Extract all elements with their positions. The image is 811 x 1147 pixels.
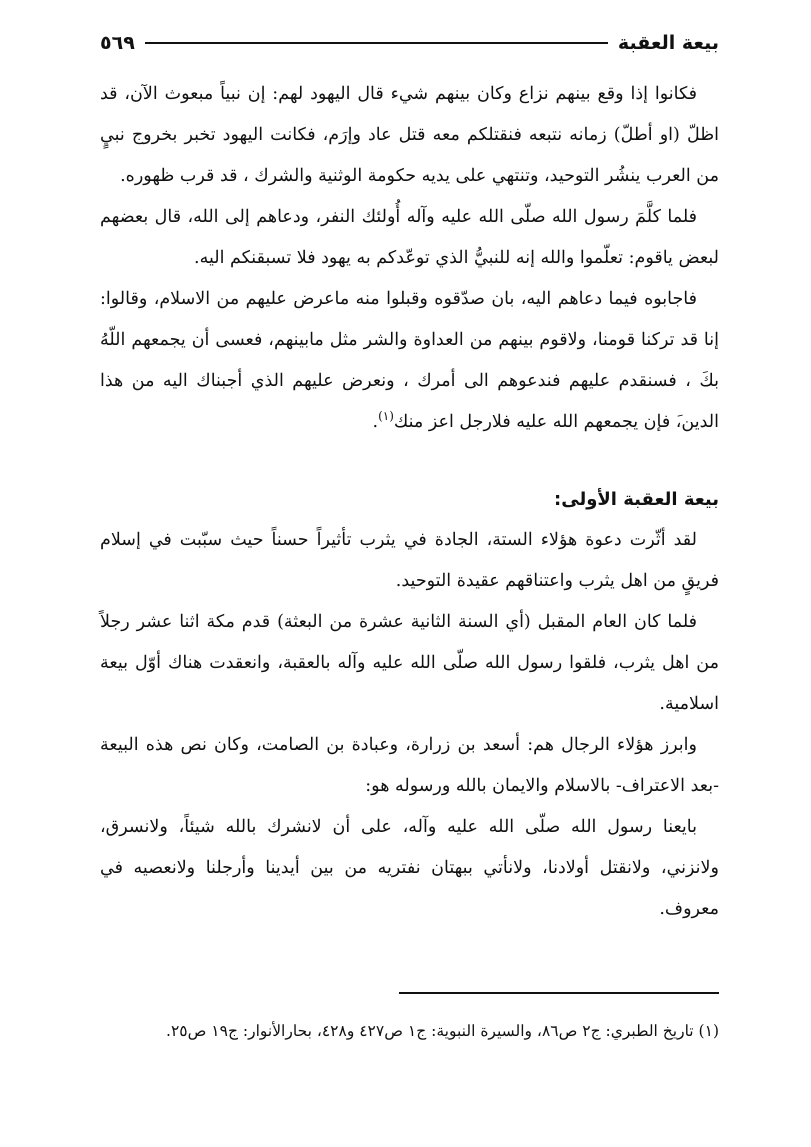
paragraph: لقد أثّرت دعوة هؤلاء الستة، الجادة في يثرب تأثيراً حسناً حيث سبّبت في إسلام فريقٍ من اهل يثرب واعتناقهم عقيدة التوحيد.: [100, 530, 719, 591]
paragraph-end-punct: .: [372, 412, 379, 432]
paragraph: فلما كان العام المقبل (أي السنة الثانية عشرة من البعثة) قدم مكة اثنا عشر رجلاً من اهل يثرب، فلقوا رسول الله صلّى الله عليه وآله بالعقبة، وانعقدت هناك أوّل بيعة اسلامية.: [100, 612, 719, 714]
page-body: [100, 74, 719, 930]
paragraph: [100, 279, 719, 443]
paragraph: وابرز هؤلاء الرجال هم: أسعد بن زرارة، وعبادة بن الصامت، وكان نص هذه البيعة -بعد الاعتراف- بالاسلام والايمان بالله ورسوله هو:: [100, 735, 719, 796]
section-gap: [100, 443, 719, 479]
section-heading: بيعة العقبة الأولى:: [554, 489, 719, 510]
paragraph: فلما كلَّمَ رسول الله صلّى الله عليه وآله أُولئك النفر، ودعاهم إلى الله، قال بعضهم لبعض ياقوم: تعلّموا والله إنه للنبيُّ الذي توعّدكم به يهود فلا تسبقنكم اليه.: [100, 207, 719, 268]
paragraph: فكانوا إذا وقع بينهم نزاع وكان بينهم شيء قال اليهود لهم: إن نبياً مبعوث الآن، قد اظلّ (او أطلّ) زمانه نتبعه فنقتلكم معه قتل عاد وإرَم، فكانت اليهود تخبر بخروج نبيٍ من العرب ينشُر التوحيد، وتنتهي على يديه حكومة الوثنية والشرك ، قد قرب ظهوره.: [100, 84, 719, 186]
page-header: [100, 28, 719, 58]
footnote: (١) تاريخ الطبري: ج٢ ص٨٦، والسيرة النبوية: ج١ ص٤٢٧ و٤٢٨، بحارالأنوار: ج١٩ ص٢٥.: [166, 1022, 719, 1040]
footnote-marker[interactable]: (١): [378, 409, 394, 424]
header-rule: [145, 42, 608, 44]
page-number: ٥٦٩: [100, 32, 135, 54]
paragraph: بايعنا رسول الله صلّى الله عليه وآله، على أن لانشرك بالله شيئاً، ولانسرق، ولانزني، ولانقتل أولادنا، ولانأتي ببهتان نفتريه من بين أيدينا وأرجلنا ولانعصيه في معروف.: [100, 817, 719, 919]
footnote-separator: [399, 992, 719, 994]
running-title: بيعة العقبة: [617, 32, 719, 54]
paragraph-text: فاجابوه فيما دعاهم اليه، بان صدّقوه وقبلوا منه ماعرض عليهم من الاسلام، وقالوا: إنا قد تركنا قومنا، ولاقوم بينهم من العداوة والشر مثل مابينهم، فعسى أن يجمعهم اللّهُ بكَ ، فسنقدم عليهم فندعوهم الى أمرك ، ونعرض عليهم الذي أجبناك اليه من هذا الدين،َ فإن يجمعهم الله عليه فلارجل اعز منك: [100, 289, 719, 432]
